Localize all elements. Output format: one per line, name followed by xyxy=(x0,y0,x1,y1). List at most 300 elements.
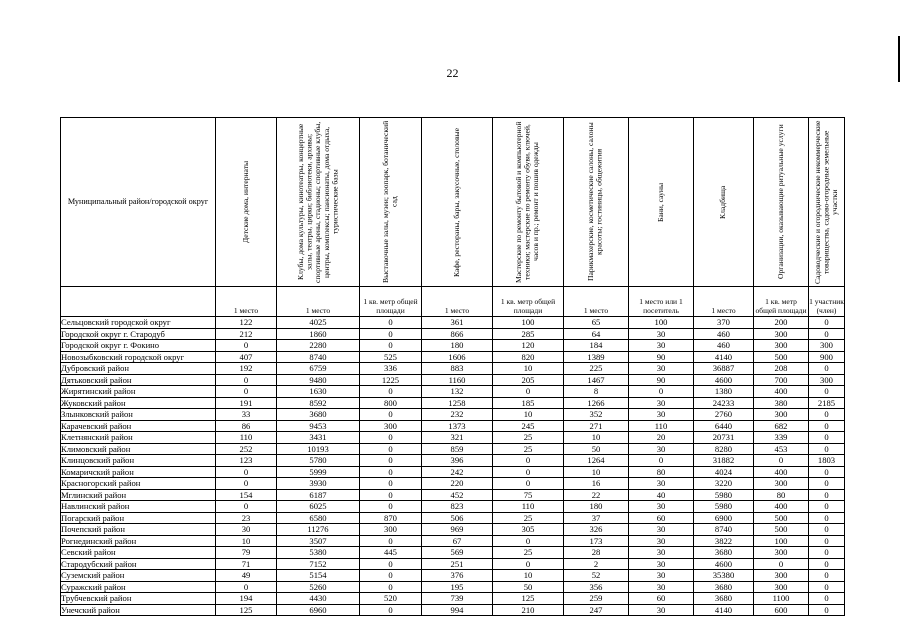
value-cell: 2760 xyxy=(694,409,754,421)
value-cell: 30 xyxy=(629,558,694,570)
value-cell: 90 xyxy=(629,351,694,363)
header-label: Садоводческие и огороднические некоммерческие товарищества, садово-огородные земельные участки xyxy=(812,120,839,284)
value-cell: 3507 xyxy=(277,535,360,547)
table-row xyxy=(61,524,845,536)
value-cell: 60 xyxy=(629,593,694,605)
header-label: Бани, сауны xyxy=(655,182,665,222)
value-cell: 300 xyxy=(360,420,422,432)
page-number: 22 xyxy=(446,66,459,80)
value-cell: 4140 xyxy=(694,604,754,616)
unit-cell: 1 место или 1 посетитель xyxy=(629,287,694,317)
value-cell: 37 xyxy=(564,512,629,524)
value-cell: 6440 xyxy=(694,420,754,432)
value-cell: 0 xyxy=(809,570,845,582)
value-cell: 0 xyxy=(360,478,422,490)
value-cell: 6759 xyxy=(277,363,360,375)
value-cell: 8 xyxy=(564,386,629,398)
municipality-name: Клинцовский район xyxy=(61,455,216,467)
value-cell: 1860 xyxy=(277,328,360,340)
value-cell: 682 xyxy=(754,420,809,432)
units-row xyxy=(61,287,845,317)
value-cell: 192 xyxy=(216,363,277,375)
value-cell: 0 xyxy=(360,466,422,478)
value-cell: 30 xyxy=(629,478,694,490)
value-cell: 6025 xyxy=(277,501,360,513)
value-cell: 400 xyxy=(754,386,809,398)
header-column xyxy=(564,118,629,287)
value-cell: 71 xyxy=(216,558,277,570)
table-row xyxy=(61,374,845,386)
header-column xyxy=(754,118,809,287)
table-row xyxy=(61,432,845,444)
value-cell: 247 xyxy=(564,604,629,616)
value-cell: 3680 xyxy=(694,547,754,559)
header-column xyxy=(422,118,493,287)
value-cell: 1373 xyxy=(422,420,493,432)
value-cell: 700 xyxy=(754,374,809,386)
value-cell: 1225 xyxy=(360,374,422,386)
value-cell: 300 xyxy=(754,409,809,421)
value-cell: 300 xyxy=(360,524,422,536)
value-cell: 500 xyxy=(754,351,809,363)
table-row xyxy=(61,604,845,616)
value-cell: 0 xyxy=(754,455,809,467)
value-cell: 0 xyxy=(360,570,422,582)
value-cell: 25 xyxy=(493,512,564,524)
value-cell: 0 xyxy=(809,443,845,455)
value-cell: 500 xyxy=(754,512,809,524)
header-label: Кафе, рестораны, бары, закусочные, столовые xyxy=(451,127,461,277)
value-cell: 6900 xyxy=(694,512,754,524)
value-cell: 120 xyxy=(493,340,564,352)
value-cell: 36887 xyxy=(694,363,754,375)
value-cell: 9480 xyxy=(277,374,360,386)
value-cell: 0 xyxy=(216,466,277,478)
value-cell: 30 xyxy=(629,397,694,409)
value-cell: 6187 xyxy=(277,489,360,501)
value-cell: 23 xyxy=(216,512,277,524)
municipality-name: Климовский район xyxy=(61,443,216,455)
value-cell: 100 xyxy=(629,317,694,329)
unit-cell: 1 кв. метр общей площади xyxy=(493,287,564,317)
value-cell: 11276 xyxy=(277,524,360,536)
value-cell: 0 xyxy=(809,328,845,340)
value-cell: 60 xyxy=(629,512,694,524)
value-cell: 0 xyxy=(809,547,845,559)
value-cell: 10 xyxy=(216,535,277,547)
value-cell: 259 xyxy=(564,593,629,605)
header-municipality: Муниципальный район/городской округ xyxy=(61,118,216,287)
value-cell: 80 xyxy=(754,489,809,501)
table-row xyxy=(61,547,845,559)
value-cell: 212 xyxy=(216,328,277,340)
municipality-name: Жуковский район xyxy=(61,397,216,409)
value-cell: 0 xyxy=(809,420,845,432)
value-cell: 823 xyxy=(422,501,493,513)
header-column xyxy=(360,118,422,287)
header-label: Парикмахерские, косметические салоны, салоны красоты; гостиницы, общежития xyxy=(586,122,604,282)
value-cell: 0 xyxy=(809,317,845,329)
value-cell: 0 xyxy=(809,558,845,570)
value-cell: 10 xyxy=(564,466,629,478)
value-cell: 352 xyxy=(564,409,629,421)
table-row xyxy=(61,420,845,432)
value-cell: 4024 xyxy=(694,466,754,478)
value-cell: 184 xyxy=(564,340,629,352)
table-row xyxy=(61,581,845,593)
value-cell: 380 xyxy=(754,397,809,409)
value-cell: 0 xyxy=(809,512,845,524)
municipality-name: Стародубский район xyxy=(61,558,216,570)
value-cell: 0 xyxy=(216,374,277,386)
value-cell: 10193 xyxy=(277,443,360,455)
municipality-name: Карачевский район xyxy=(61,420,216,432)
municipality-name: Дубровский район xyxy=(61,363,216,375)
value-cell: 0 xyxy=(809,593,845,605)
table-row xyxy=(61,443,845,455)
value-cell: 75 xyxy=(493,489,564,501)
value-cell: 453 xyxy=(754,443,809,455)
units-blank xyxy=(61,287,216,317)
value-cell: 0 xyxy=(360,489,422,501)
header-label: Организации, оказывающие ритуальные услуги xyxy=(775,124,785,280)
value-cell: 5154 xyxy=(277,570,360,582)
value-cell: 0 xyxy=(360,535,422,547)
header-label: Кладбища xyxy=(718,185,728,219)
value-cell: 3822 xyxy=(694,535,754,547)
value-cell: 0 xyxy=(360,317,422,329)
value-cell: 0 xyxy=(809,535,845,547)
value-cell: 30 xyxy=(629,581,694,593)
value-cell: 8280 xyxy=(694,443,754,455)
table-row xyxy=(61,409,845,421)
value-cell: 154 xyxy=(216,489,277,501)
value-cell: 271 xyxy=(564,420,629,432)
municipality-name: Сельцовский городской округ xyxy=(61,317,216,329)
value-cell: 3680 xyxy=(694,581,754,593)
value-cell: 400 xyxy=(754,501,809,513)
value-cell: 0 xyxy=(493,535,564,547)
municipality-name: Рогнединский район xyxy=(61,535,216,547)
value-cell: 80 xyxy=(629,466,694,478)
value-cell: 0 xyxy=(360,581,422,593)
value-cell: 4600 xyxy=(694,558,754,570)
value-cell: 1630 xyxy=(277,386,360,398)
value-cell: 180 xyxy=(564,501,629,513)
header-label: Детские дома, интернаты xyxy=(240,160,250,244)
value-cell: 50 xyxy=(564,443,629,455)
value-cell: 285 xyxy=(493,328,564,340)
value-cell: 305 xyxy=(493,524,564,536)
data-table xyxy=(60,117,845,616)
value-cell: 30 xyxy=(629,535,694,547)
value-cell: 0 xyxy=(754,558,809,570)
value-cell: 25 xyxy=(493,432,564,444)
value-cell: 3220 xyxy=(694,478,754,490)
value-cell: 30 xyxy=(629,409,694,421)
value-cell: 300 xyxy=(754,570,809,582)
value-cell: 0 xyxy=(493,466,564,478)
municipality-name: Клетнянский район xyxy=(61,432,216,444)
table-row xyxy=(61,593,845,605)
value-cell: 3680 xyxy=(277,409,360,421)
value-cell: 4430 xyxy=(277,593,360,605)
value-cell: 20731 xyxy=(694,432,754,444)
municipality-name: Погарский район xyxy=(61,512,216,524)
value-cell: 0 xyxy=(809,409,845,421)
value-cell: 321 xyxy=(422,432,493,444)
value-cell: 30 xyxy=(629,443,694,455)
table-row xyxy=(61,397,845,409)
value-cell: 52 xyxy=(564,570,629,582)
header-label: Выставочные залы, музеи; зоопарк, ботанический сад xyxy=(380,120,399,284)
municipality-name: Городской округ г. Стародуб xyxy=(61,328,216,340)
value-cell: 326 xyxy=(564,524,629,536)
value-cell: 0 xyxy=(360,340,422,352)
value-cell: 300 xyxy=(809,340,845,352)
value-cell: 1467 xyxy=(564,374,629,386)
value-cell: 25 xyxy=(493,547,564,559)
value-cell: 4025 xyxy=(277,317,360,329)
table-row xyxy=(61,455,845,467)
value-cell: 300 xyxy=(809,374,845,386)
value-cell: 969 xyxy=(422,524,493,536)
value-cell: 0 xyxy=(809,478,845,490)
value-cell: 1264 xyxy=(564,455,629,467)
value-cell: 0 xyxy=(216,478,277,490)
value-cell: 506 xyxy=(422,512,493,524)
unit-cell: 1 место xyxy=(422,287,493,317)
value-cell: 5999 xyxy=(277,466,360,478)
header-label: Клубы, дома культуры, кинотеатры, концертные залы, театры, цирки; библиотеки, архивы; спортивные арены, стадионы; спортивные клубы, центры, комплексы; пансионаты, дома отдыха, туристические базы xyxy=(295,121,339,283)
value-cell: 180 xyxy=(422,340,493,352)
value-cell: 0 xyxy=(360,604,422,616)
value-cell: 30 xyxy=(629,524,694,536)
value-cell: 0 xyxy=(360,386,422,398)
value-cell: 0 xyxy=(493,386,564,398)
value-cell: 210 xyxy=(493,604,564,616)
value-cell: 1100 xyxy=(754,593,809,605)
municipality-name: Новозыбковский городской округ xyxy=(61,351,216,363)
value-cell: 10 xyxy=(493,409,564,421)
value-cell: 110 xyxy=(216,432,277,444)
municipality-name: Красногорский район xyxy=(61,478,216,490)
value-cell: 0 xyxy=(629,386,694,398)
value-cell: 8740 xyxy=(277,351,360,363)
unit-cell: 1 место xyxy=(694,287,754,317)
value-cell: 30 xyxy=(629,547,694,559)
value-cell: 0 xyxy=(360,501,422,513)
value-cell: 30 xyxy=(629,340,694,352)
unit-cell: 1 участник (член) xyxy=(809,287,845,317)
value-cell: 2 xyxy=(564,558,629,570)
value-cell: 4140 xyxy=(694,351,754,363)
value-cell: 25 xyxy=(493,443,564,455)
value-cell: 356 xyxy=(564,581,629,593)
value-cell: 185 xyxy=(493,397,564,409)
municipality-name: Городской округ г. Фокино xyxy=(61,340,216,352)
unit-cell: 1 место xyxy=(277,287,360,317)
value-cell: 22 xyxy=(564,489,629,501)
value-cell: 994 xyxy=(422,604,493,616)
value-cell: 49 xyxy=(216,570,277,582)
value-cell: 1803 xyxy=(809,455,845,467)
value-cell: 525 xyxy=(360,351,422,363)
value-cell: 400 xyxy=(754,466,809,478)
value-cell: 125 xyxy=(216,604,277,616)
value-cell: 336 xyxy=(360,363,422,375)
value-cell: 132 xyxy=(422,386,493,398)
value-cell: 40 xyxy=(629,489,694,501)
table-row xyxy=(61,328,845,340)
unit-cell: 1 кв. метр общей площади xyxy=(360,287,422,317)
value-cell: 1266 xyxy=(564,397,629,409)
header-row xyxy=(61,118,845,287)
value-cell: 1606 xyxy=(422,351,493,363)
value-cell: 65 xyxy=(564,317,629,329)
value-cell: 10 xyxy=(493,363,564,375)
table-row xyxy=(61,386,845,398)
header-column xyxy=(694,118,754,287)
value-cell: 67 xyxy=(422,535,493,547)
value-cell: 452 xyxy=(422,489,493,501)
table-row xyxy=(61,466,845,478)
value-cell: 300 xyxy=(754,478,809,490)
value-cell: 35380 xyxy=(694,570,754,582)
value-cell: 33 xyxy=(216,409,277,421)
value-cell: 0 xyxy=(809,604,845,616)
municipality-name: Жирятинский район xyxy=(61,386,216,398)
value-cell: 6960 xyxy=(277,604,360,616)
value-cell: 2280 xyxy=(277,340,360,352)
value-cell: 8740 xyxy=(694,524,754,536)
value-cell: 0 xyxy=(809,432,845,444)
header-column xyxy=(216,118,277,287)
table-row xyxy=(61,570,845,582)
table-row xyxy=(61,558,845,570)
value-cell: 100 xyxy=(754,535,809,547)
value-cell: 600 xyxy=(754,604,809,616)
value-cell: 123 xyxy=(216,455,277,467)
value-cell: 859 xyxy=(422,443,493,455)
header-column xyxy=(277,118,360,287)
value-cell: 500 xyxy=(754,524,809,536)
value-cell: 28 xyxy=(564,547,629,559)
value-cell: 300 xyxy=(754,581,809,593)
value-cell: 194 xyxy=(216,593,277,605)
value-cell: 396 xyxy=(422,455,493,467)
value-cell: 64 xyxy=(564,328,629,340)
value-cell: 1160 xyxy=(422,374,493,386)
value-cell: 0 xyxy=(360,328,422,340)
value-cell: 100 xyxy=(493,317,564,329)
value-cell: 232 xyxy=(422,409,493,421)
value-cell: 0 xyxy=(216,501,277,513)
value-cell: 4600 xyxy=(694,374,754,386)
value-cell: 5260 xyxy=(277,581,360,593)
value-cell: 870 xyxy=(360,512,422,524)
value-cell: 0 xyxy=(809,386,845,398)
value-cell: 0 xyxy=(360,443,422,455)
value-cell: 10 xyxy=(564,432,629,444)
value-cell: 125 xyxy=(493,593,564,605)
value-cell: 79 xyxy=(216,547,277,559)
value-cell: 3431 xyxy=(277,432,360,444)
value-cell: 8592 xyxy=(277,397,360,409)
municipality-name: Комаричский район xyxy=(61,466,216,478)
value-cell: 339 xyxy=(754,432,809,444)
unit-cell: 1 кв. метр общей площади xyxy=(754,287,809,317)
value-cell: 5980 xyxy=(694,489,754,501)
value-cell: 16 xyxy=(564,478,629,490)
value-cell: 370 xyxy=(694,317,754,329)
value-cell: 0 xyxy=(809,466,845,478)
value-cell: 520 xyxy=(360,593,422,605)
value-cell: 191 xyxy=(216,397,277,409)
value-cell: 0 xyxy=(360,558,422,570)
value-cell: 0 xyxy=(360,409,422,421)
value-cell: 460 xyxy=(694,328,754,340)
value-cell: 242 xyxy=(422,466,493,478)
value-cell: 900 xyxy=(809,351,845,363)
value-cell: 20 xyxy=(629,432,694,444)
value-cell: 0 xyxy=(809,363,845,375)
header-label: Мастерские по ремонту бытовой и компьютерной техники; мастерские по ремонту обуви, ключей, часов и пр.; ремонт и пошив одежды xyxy=(514,121,541,283)
unit-cell: 1 место xyxy=(564,287,629,317)
value-cell: 376 xyxy=(422,570,493,582)
value-cell: 820 xyxy=(493,351,564,363)
value-cell: 445 xyxy=(360,547,422,559)
municipality-name: Мглинский район xyxy=(61,489,216,501)
table-row xyxy=(61,340,845,352)
value-cell: 407 xyxy=(216,351,277,363)
value-cell: 225 xyxy=(564,363,629,375)
value-cell: 24233 xyxy=(694,397,754,409)
value-cell: 30 xyxy=(629,328,694,340)
value-cell: 0 xyxy=(216,340,277,352)
value-cell: 0 xyxy=(493,478,564,490)
value-cell: 739 xyxy=(422,593,493,605)
value-cell: 110 xyxy=(493,501,564,513)
value-cell: 866 xyxy=(422,328,493,340)
value-cell: 195 xyxy=(422,581,493,593)
value-cell: 1258 xyxy=(422,397,493,409)
value-cell: 361 xyxy=(422,317,493,329)
municipality-name: Злынковский район xyxy=(61,409,216,421)
value-cell: 7152 xyxy=(277,558,360,570)
value-cell: 0 xyxy=(493,455,564,467)
header-column xyxy=(809,118,845,287)
value-cell: 300 xyxy=(754,340,809,352)
value-cell: 50 xyxy=(493,581,564,593)
value-cell: 208 xyxy=(754,363,809,375)
value-cell: 0 xyxy=(629,455,694,467)
value-cell: 0 xyxy=(809,489,845,501)
value-cell: 2185 xyxy=(809,397,845,409)
value-cell: 0 xyxy=(360,432,422,444)
table-row xyxy=(61,512,845,524)
value-cell: 883 xyxy=(422,363,493,375)
value-cell: 300 xyxy=(754,328,809,340)
value-cell: 30 xyxy=(629,501,694,513)
value-cell: 300 xyxy=(754,547,809,559)
municipality-name: Суземский район xyxy=(61,570,216,582)
value-cell: 122 xyxy=(216,317,277,329)
municipality-name: Почепский район xyxy=(61,524,216,536)
value-cell: 30 xyxy=(629,363,694,375)
municipality-name: Суражский район xyxy=(61,581,216,593)
value-cell: 5980 xyxy=(694,501,754,513)
